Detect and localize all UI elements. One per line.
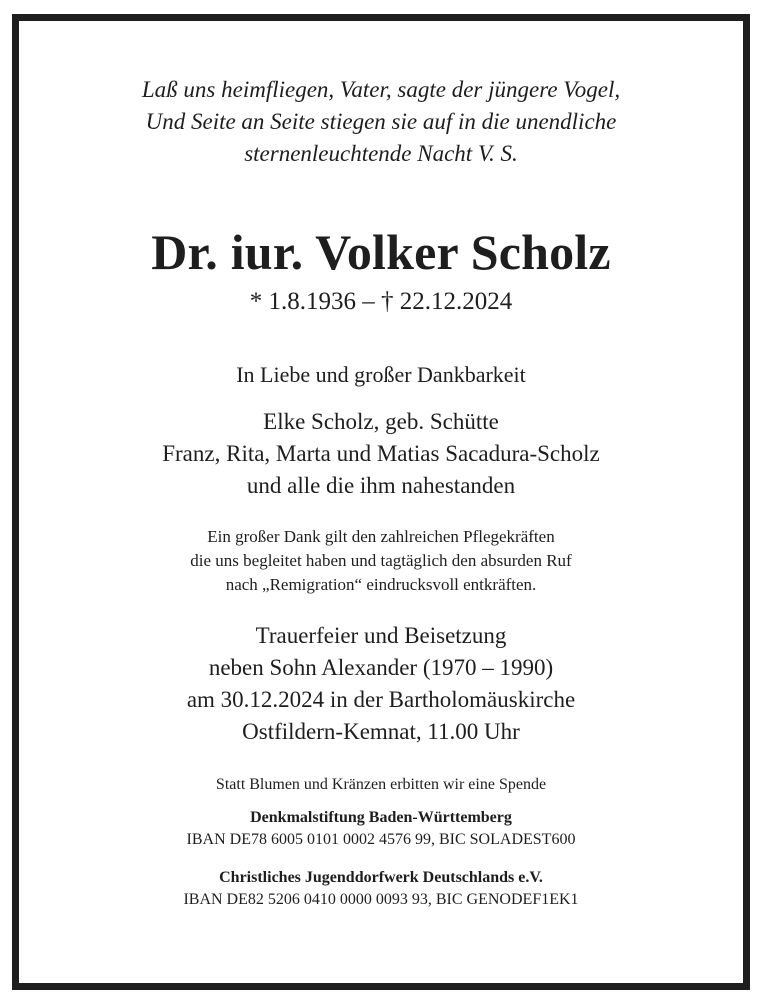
poem-quote [0, 74, 762, 170]
recipient-org: Christliches Jugenddorfwerk Deutschlands e.V. [219, 869, 543, 886]
thanks-note [0, 525, 762, 597]
mourner-line: Franz, Rita, Marta und Matias Sacadura-Scholz [162, 441, 600, 466]
donation-recipient [0, 807, 762, 851]
mourner-line: und alle die ihm nahestanden [246, 473, 516, 498]
poem-line: Und Seite an Seite stiegen sie auf in die unendliche [145, 109, 617, 134]
funeral-line: Ostfildern-Kemnat, 11.00 Uhr [242, 719, 520, 744]
life-dates: * 1.8.1936 – † 22.12.2024 [249, 288, 513, 315]
mourners-list [0, 406, 762, 502]
deceased-name: Dr. iur. Volker Scholz [151, 224, 611, 280]
donation-request: Statt Blumen und Kränzen erbitten wir eine Spende [215, 776, 547, 793]
funeral-line: Trauerfeier und Beisetzung [255, 623, 507, 648]
funeral-line: am 30.12.2024 in der Bartholomäuskirche [186, 687, 576, 712]
thanks-line: die uns begleitet haben und tagtäglich den absurden Ruf [190, 551, 572, 570]
poem-line: sternenleuchtende Nacht V. S. [244, 141, 518, 166]
mourner-line: Elke Scholz, geb. Schütte [263, 409, 499, 434]
donation-recipient [0, 867, 762, 911]
poem-line: Laß uns heimfliegen, Vater, sagte der jüngere Vogel, [141, 77, 621, 102]
funeral-details [0, 620, 762, 748]
recipient-bank-details: IBAN DE82 5206 0410 0000 0093 93, BIC GENODEF1EK1 [183, 891, 579, 908]
funeral-line: neben Sohn Alexander (1970 – 1990) [208, 655, 554, 680]
thanks-line: nach „Remigration“ eindrucksvoll entkräften. [225, 575, 537, 594]
recipient-org: Denkmalstiftung Baden-Württemberg [250, 809, 512, 826]
recipient-bank-details: IBAN DE78 6005 0101 0002 4576 99, BIC SOLADEST600 [186, 831, 576, 848]
dedication-line: In Liebe und großer Dankbarkeit [236, 362, 526, 387]
thanks-line: Ein großer Dank gilt den zahlreichen Pflegekräften [207, 527, 555, 546]
